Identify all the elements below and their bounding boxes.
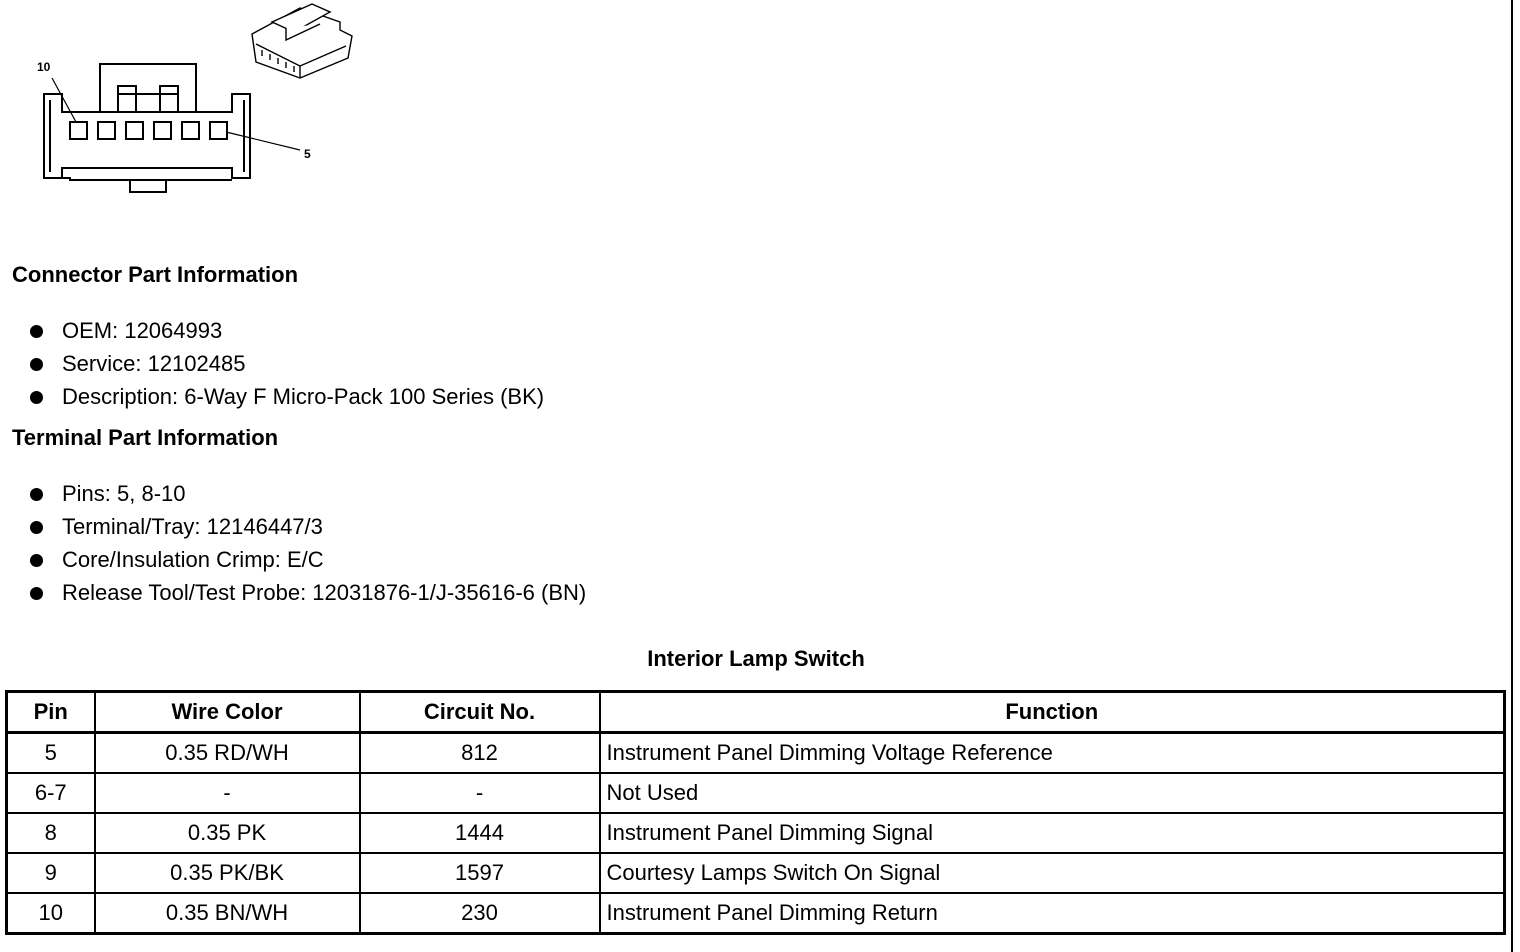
cavity-5	[210, 122, 227, 139]
terminal-info-list	[28, 477, 586, 609]
table-row	[7, 733, 1505, 774]
bullet-icon	[30, 325, 43, 338]
cell-pin: 5	[7, 733, 95, 774]
cell-circuit-no: 1597	[360, 853, 600, 893]
list-item: Core/Insulation Crimp: E/C	[28, 543, 586, 576]
connector-info-heading: Connector Part Information	[12, 262, 299, 287]
table-header-row	[7, 692, 1505, 733]
cell-wire-color: -	[95, 773, 360, 813]
bullet-icon	[30, 587, 43, 600]
connector-key	[130, 180, 166, 192]
bullet-icon	[30, 488, 43, 501]
header-pin: Pin	[7, 692, 95, 733]
table-row	[7, 813, 1505, 853]
pinout-table	[5, 690, 1506, 935]
cell-function: Not Used	[600, 773, 1505, 813]
terminal-info-heading: Terminal Part Information	[12, 425, 279, 450]
cell-wire-color: 0.35 RD/WH	[95, 733, 360, 774]
header-function: Function	[600, 692, 1505, 733]
cell-circuit-no: 230	[360, 893, 600, 934]
cavity-8	[126, 122, 143, 139]
connector-3d-view	[252, 4, 352, 78]
list-item: Terminal/Tray: 12146447/3	[28, 510, 586, 543]
cell-circuit-no: -	[360, 773, 600, 813]
cell-pin: 8	[7, 813, 95, 853]
bullet-icon	[30, 391, 43, 404]
table-row	[7, 893, 1505, 934]
list-item: Release Tool/Test Probe: 12031876-1/J-35616-6 (BN)	[28, 576, 586, 609]
table-row	[7, 853, 1505, 893]
cell-pin: 6-7	[7, 773, 95, 813]
cell-function: Instrument Panel Dimming Voltage Reference	[600, 733, 1505, 774]
cell-circuit-no: 812	[360, 733, 600, 774]
connector-info-list	[28, 314, 544, 413]
cavity-10	[70, 122, 87, 139]
cell-wire-color: 0.35 PK/BK	[95, 853, 360, 893]
cell-function: Instrument Panel Dimming Return	[600, 893, 1505, 934]
cavity-6	[182, 122, 199, 139]
cavity-7	[154, 122, 171, 139]
header-wire-color: Wire Color	[95, 692, 360, 733]
cell-wire-color: 0.35 PK	[95, 813, 360, 853]
cell-pin: 9	[7, 853, 95, 893]
list-item: Description: 6-Way F Micro-Pack 100 Series (BK)	[28, 380, 544, 413]
table-title: Interior Lamp Switch	[647, 646, 865, 671]
cell-circuit-no: 1444	[360, 813, 600, 853]
cell-wire-color: 0.35 BN/WH	[95, 893, 360, 934]
connector-latch	[100, 64, 196, 112]
list-item: Pins: 5, 8-10	[28, 477, 586, 510]
cell-function: Courtesy Lamps Switch On Signal	[600, 853, 1505, 893]
bullet-icon	[30, 358, 43, 371]
cell-function: Instrument Panel Dimming Signal	[600, 813, 1505, 853]
list-item: OEM: 12064993	[28, 314, 544, 347]
pin-label-5: 5	[304, 147, 311, 161]
list-item: Service: 12102485	[28, 347, 544, 380]
cell-pin: 10	[7, 893, 95, 934]
connector-housing	[44, 94, 250, 178]
pin-label-10: 10	[37, 60, 51, 74]
right-border-rule	[1511, 0, 1513, 952]
table-row	[7, 773, 1505, 813]
connector-diagram	[0, 0, 380, 210]
bullet-icon	[30, 521, 43, 534]
bullet-icon	[30, 554, 43, 567]
header-circuit-no: Circuit No.	[360, 692, 600, 733]
cavity-9	[98, 122, 115, 139]
